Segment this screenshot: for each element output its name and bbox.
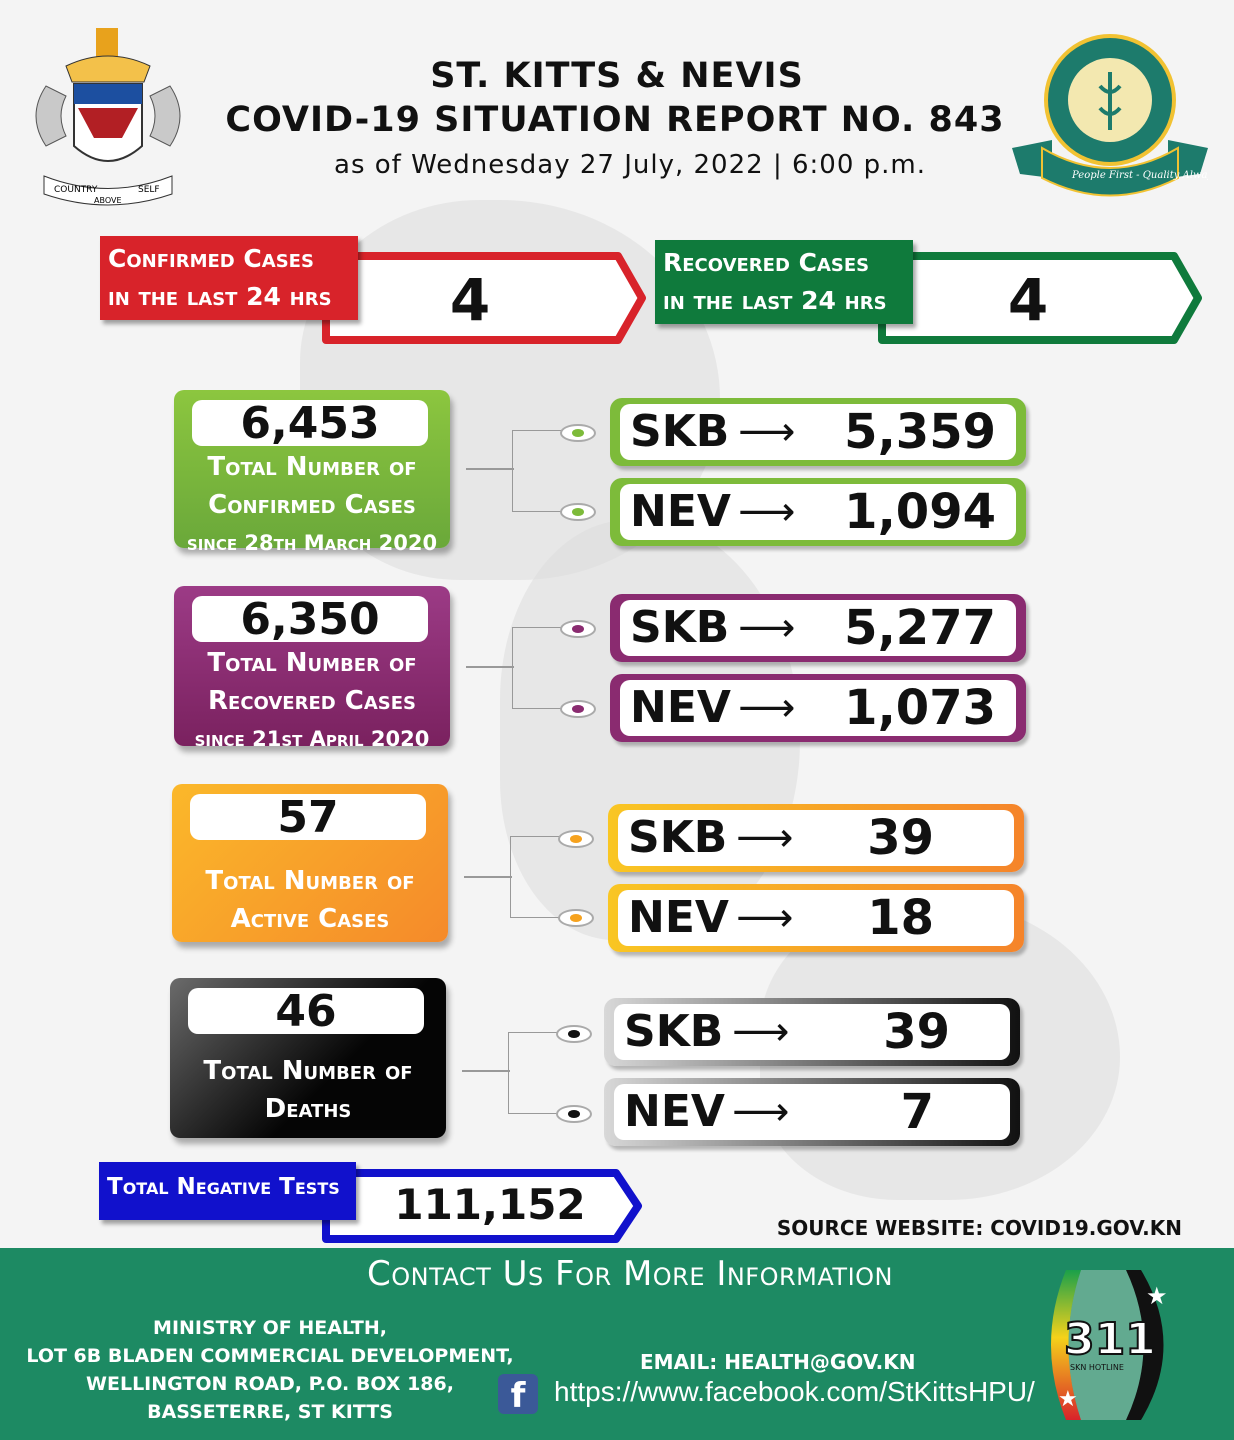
star-icon: ★ (1146, 1282, 1168, 1310)
confirmed-total-box (174, 390, 450, 555)
arrow-right-icon: ⟶ (732, 1089, 790, 1135)
motto-mid: ABOVE (94, 196, 122, 205)
confirmed-24h-label-line1: Confirmed Cases (108, 244, 314, 273)
recovered-total-line1: Total Number of (207, 648, 417, 678)
address-line2: LOT 6B BLADEN COMMERCIAL DEVELOPMENT, (26, 1345, 514, 1367)
connector-dot (560, 620, 596, 638)
recovered-total-box (174, 586, 450, 751)
confirmed-24h-label-line2: in the last 24 hrs (108, 282, 332, 311)
confirmed-total-line3: since 28th March 2020 (186, 531, 438, 555)
recovered-24h-label-line2: in the last 24 hrs (663, 286, 887, 315)
deaths-total-line1: Total Number of (203, 1056, 413, 1086)
arrow-right-icon: ⟶ (736, 895, 794, 941)
confirmed-nev-value: 1,094 (844, 484, 996, 540)
report-title: COVID-19 SITUATION REPORT NO. 843 (225, 100, 1005, 140)
active-total-box (172, 784, 448, 942)
deaths-total-box (170, 978, 446, 1138)
hotline-number: 311 (1064, 1314, 1156, 1365)
active-skb-pill (608, 804, 1024, 872)
connector-dot (560, 700, 596, 718)
facebook-icon[interactable]: f (498, 1374, 538, 1414)
deaths-skb-pill (604, 998, 1020, 1066)
negative-tests-label: Total Negative Tests (99, 1162, 356, 1220)
recovered-nev-value: 1,073 (844, 680, 996, 736)
recovered-nev-pill (610, 674, 1026, 742)
arrow-right-icon: ⟶ (738, 605, 796, 651)
active-total-value: 57 (190, 794, 426, 840)
arrow-right-icon: ⟶ (736, 815, 794, 861)
recovered-skb-code: SKB (630, 602, 730, 653)
active-nev-value: 18 (867, 890, 934, 946)
motto-right: SELF (138, 185, 160, 195)
deaths-total-line2: Deaths (264, 1094, 352, 1124)
recovered-skb-pill (610, 594, 1026, 662)
recovered-total-line3: since 21st April 2020 (194, 727, 430, 751)
recovered-24h-label-line1: Recovered Cases (663, 248, 870, 277)
arrow-right-icon: ⟶ (738, 489, 796, 535)
email-link[interactable]: EMAIL: HEALTH@GOV.KN (640, 1350, 916, 1374)
deaths-nev-code: NEV (624, 1086, 725, 1137)
hotline-311-icon (1036, 1260, 1186, 1430)
confirmed-nev-pill (610, 478, 1026, 546)
connector-dot (558, 909, 594, 927)
arrow-right-icon: ⟶ (732, 1009, 790, 1055)
deaths-total-value: 46 (188, 988, 424, 1034)
confirmed-total-value: 6,453 (192, 400, 428, 446)
address-line1: MINISTRY OF HEALTH, (153, 1317, 387, 1339)
facebook-link[interactable]: https://www.facebook.com/StKittsHPU/ (554, 1376, 1035, 1407)
deaths-nev-value: 7 (900, 1084, 934, 1140)
report-title-country: ST. KITTS & NEVIS (430, 56, 804, 96)
connector-line (466, 666, 514, 668)
svg-text:People First - Quality Always: People First - Quality Always (1072, 170, 1208, 181)
confirmed-skb-code: SKB (630, 406, 730, 457)
report-date: as of Wednesday 27 July, 2022 | 6:00 p.m. (334, 150, 926, 180)
connector-line (512, 430, 563, 512)
negative-tests-value: 111,152 (394, 1180, 586, 1229)
recovered-total-line2: Recovered Cases (208, 686, 416, 716)
star-icon: ★ (1058, 1387, 1078, 1412)
connector-line (462, 1070, 510, 1072)
active-total-line2: Active Cases (230, 904, 390, 934)
connector-line (510, 836, 561, 918)
recovered-nev-code: NEV (630, 682, 731, 733)
connector-dot (560, 424, 596, 442)
motto-left: COUNTRY (54, 185, 98, 195)
arrow-right-icon: ⟶ (738, 685, 796, 731)
connector-dot (556, 1105, 592, 1123)
connector-dot (556, 1025, 592, 1043)
confirmed-nev-code: NEV (630, 486, 731, 537)
connector-dot (558, 830, 594, 848)
recovered-total-value: 6,350 (192, 596, 428, 642)
deaths-skb-code: SKB (624, 1006, 724, 1057)
recovered-skb-value: 5,277 (844, 600, 996, 656)
active-nev-code: NEV (628, 892, 729, 943)
recovered-24h-value: 4 (1007, 266, 1049, 334)
contact-title: Contact Us For More Information (366, 1254, 894, 1294)
source-website: SOURCE WEBSITE: COVID19.GOV.KN (776, 1216, 1182, 1240)
connector-line (512, 627, 563, 709)
active-nev-pill (608, 884, 1024, 952)
active-total-line1: Total Number of (205, 866, 415, 896)
address-line3: WELLINGTON ROAD, P.O. BOX 186, (86, 1373, 454, 1395)
confirmed-skb-value: 5,359 (844, 404, 996, 460)
confirmed-24h-label (100, 236, 358, 320)
deaths-skb-value: 39 (883, 1004, 950, 1060)
address-line4: BASSETERRE, ST KITTS (147, 1401, 393, 1423)
connector-line (464, 876, 512, 878)
active-skb-value: 39 (867, 810, 934, 866)
confirmed-skb-pill (610, 398, 1026, 466)
connector-dot (560, 503, 596, 521)
recovered-24h-label (655, 240, 913, 324)
arrow-right-icon: ⟶ (738, 409, 796, 455)
connector-line (508, 1032, 559, 1114)
active-skb-code: SKB (628, 812, 728, 863)
connector-line (466, 468, 514, 470)
hotline-label: SKN HOTLINE (1070, 1363, 1124, 1372)
address-block (20, 1314, 520, 1426)
confirmed-24h-value: 4 (449, 266, 491, 334)
confirmed-total-line1: Total Number of (207, 452, 417, 482)
deaths-nev-pill (604, 1078, 1020, 1146)
confirmed-total-line2: Confirmed Cases (208, 490, 416, 520)
